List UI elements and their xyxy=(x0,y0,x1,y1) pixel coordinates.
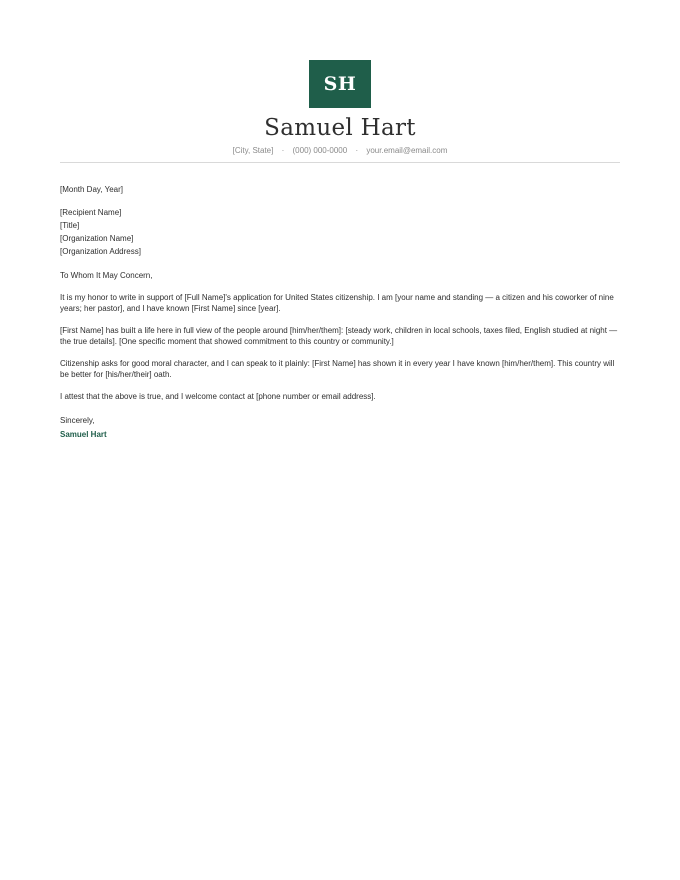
recipient-block xyxy=(60,207,622,257)
contact-separator: · xyxy=(355,146,359,155)
salutation-text: To Whom It May Concern, xyxy=(60,271,153,280)
salutation xyxy=(60,270,622,281)
recipient-name: [Recipient Name] xyxy=(60,208,122,217)
sender-name: Samuel Hart xyxy=(264,115,416,141)
closing-text: Sincerely, xyxy=(60,416,95,425)
monogram-initials: SH xyxy=(323,73,357,95)
paragraph-text: I attest that the above is true, and I welcome contact at [phone number or email address]. xyxy=(60,392,376,401)
signature-name: Samuel Hart xyxy=(60,430,107,439)
recipient-address: [Organization Address] xyxy=(60,247,141,256)
monogram-badge xyxy=(309,60,371,108)
contact-location: [City, State] xyxy=(232,146,274,155)
contact-email: your.email@email.com xyxy=(366,146,448,155)
paragraph-4 xyxy=(60,391,622,402)
date-text: [Month Day, Year] xyxy=(60,185,123,194)
paragraph-3 xyxy=(60,358,622,380)
contact-line xyxy=(0,146,680,155)
closing-block xyxy=(60,415,622,440)
contact-separator: · xyxy=(281,146,285,155)
header-divider xyxy=(60,162,620,163)
recipient-title: [Title] xyxy=(60,221,80,230)
paragraph-2 xyxy=(60,325,622,347)
paragraph-text: It is my honor to write in support of [Full Name]'s application for United States citizenship. I am [your name and standing — a citizen and his coworker of nine years; her pastor], and I have known [First Name] since [year]. xyxy=(60,293,614,313)
letter-date xyxy=(60,184,622,195)
paragraph-text: [First Name] has built a life here in full view of the people around [him/her/them]: [steady work, children in local schools, taxes filed, English studied at night — the true details]. [One specific moment that showed commitment to this country or community.] xyxy=(60,326,618,346)
paragraph-1 xyxy=(60,292,622,314)
contact-phone: (000) 000-0000 xyxy=(292,146,348,155)
paragraph-text: Citizenship asks for good moral character, and I can speak to it plainly: [First Name] has shown it in every year I have known [him/her/them]. This country will be better for [his/her/their] oath. xyxy=(60,359,615,379)
recipient-organization: [Organization Name] xyxy=(60,234,134,243)
